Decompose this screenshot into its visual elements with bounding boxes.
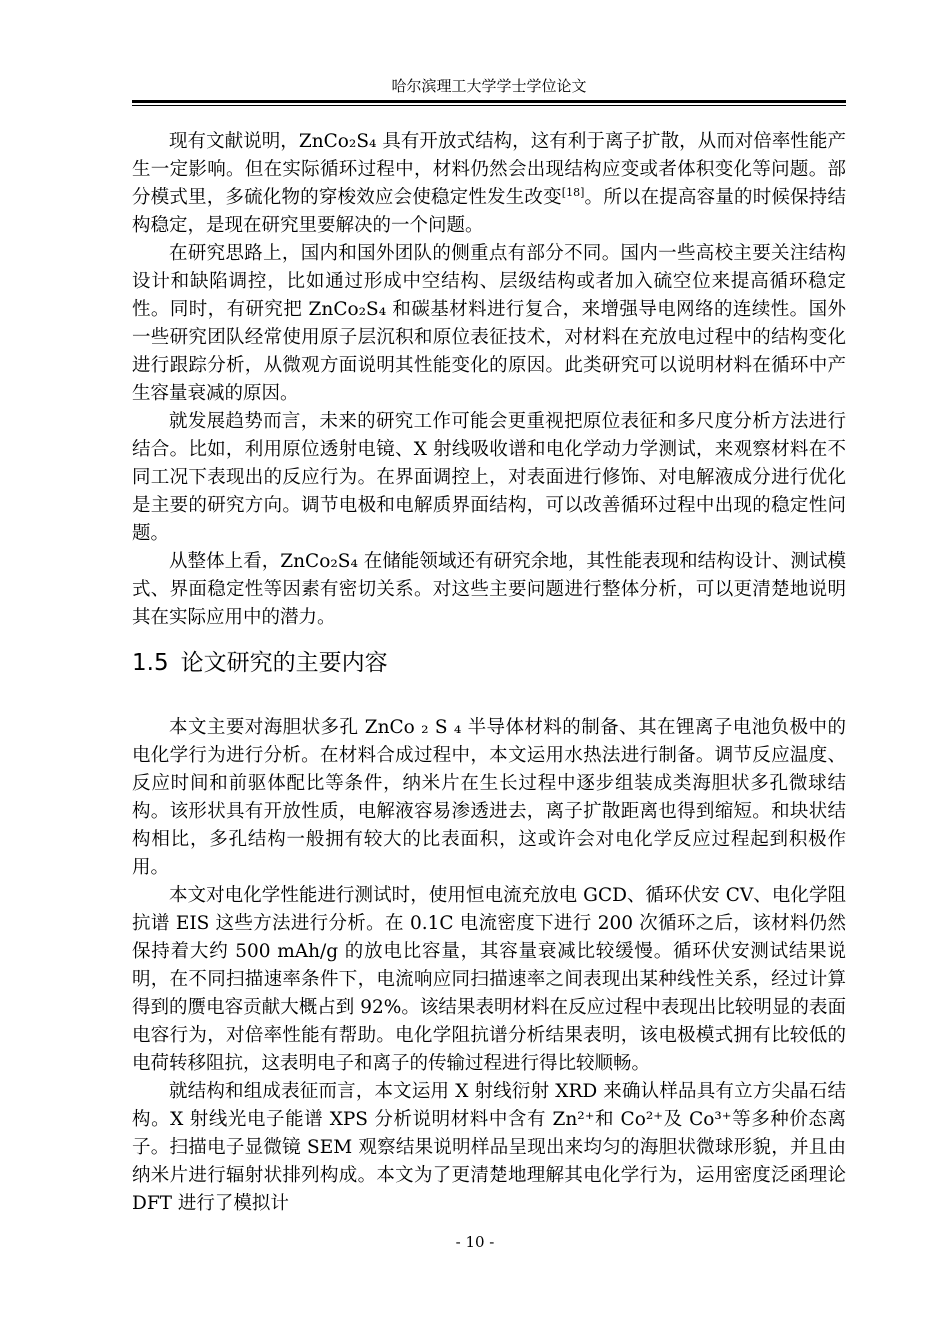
- paragraph-1: [132, 128, 846, 240]
- body-content: [132, 128, 846, 1218]
- paragraph-1-text-b: 。所以在提高容量的时候保持结构稳定，是现在研究里要解决的一个问题。: [132, 187, 846, 236]
- paragraph-5: 本文主要对海胆状多孔 ZnCo ₂ S ₄ 半导体材料的制备、其在锂离子电池负极中的电化学行为进行分析。在材料合成过程中，本文运用水热法进行制备。调节反应温度、反应时间和前驱体配比等条件，纳米片在生长过程中逐步组装成类海胆状多孔微球结构。该形状具有开放性质，电解液容易渗透进去，离子扩散距离也得到缩短。和块状结构相比，多孔结构一般拥有较大的比表面积，这或许会对电化学反应过程起到积极作用。: [132, 717, 846, 878]
- page-number: - 10 -: [455, 1233, 495, 1251]
- paragraph-1-text-a: 现有文献说明，ZnCo₂S₄ 具有开放式结构，这有利于离子扩散，从而对倍率性能产生一定影响。但在实际循环过程中，材料仍然会出现结构应变或者体积变化等问题。部分模式里，多硫化物的穿梭效应会使稳定性发生改变: [132, 131, 846, 208]
- paragraph-4: 从整体上看，ZnCo₂S₄ 在储能领域还有研究余地，其性能表现和结构设计、测试模式、界面稳定性等因素有密切关系。对这些主要问题进行整体分析，可以更清楚地说明其在实际应用中的潜力。: [132, 551, 846, 628]
- paragraph-6: 本文对电化学性能进行测试时，使用恒电流充放电 GCD、循环伏安 CV、电化学阻抗谱 EIS 这些方法进行分析。在 0.1C 电流密度下进行 200 次循环之后，该材料仍然保持着大约 500 mAh/g 的放电比容量，其容量衰减比较缓慢。循环伏安测试结果说明，在不同扫描速率条件下，电流响应同扫描速率之间表现出某种线性关系，经过计算得到的赝电容贡献大概占到 92%。该结果表明材料在反应过程中表现出比较明显的表面电容行为，对倍率性能有帮助。电化学阻抗谱分析结果表明，该电极模式拥有比较低的电荷转移阻抗，这表明电子和离子的传输过程进行得比较顺畅。: [132, 885, 846, 1074]
- header-rule-thin: [132, 105, 846, 106]
- paragraph-3: 就发展趋势而言，未来的研究工作可能会更重视把原位表征和多尺度分析方法进行结合。比如，利用原位透射电镜、X 射线吸收谱和电化学动力学测试，来观察材料在不同工况下表现出的反应行为。在界面调控上，对表面进行修饰、对电解液成分进行优化是主要的研究方向。调节电极和电解质界面结构，可以改善循环过程中出现的稳定性问题。: [132, 411, 846, 544]
- section-title: 论文研究的主要内容: [180, 650, 388, 676]
- paragraph-2: 在研究思路上，国内和国外团队的侧重点有部分不同。国内一些高校主要关注结构设计和缺陷调控，比如通过形成中空结构、层级结构或者加入硫空位来提高循环稳定性。同时，有研究把 ZnCo₂S₄ 和碳基材料进行复合，来增强导电网络的连续性。国外一些研究团队经常使用原子层沉积和原位表征技术，对材料在充放电过程中的结构变化进行跟踪分析，从微观方面说明其性能变化的原因。此类研究可以说明材料在循环中产生容量衰减的原因。: [132, 243, 846, 404]
- running-header: 哈尔滨理工大学学士学位论文: [391, 77, 587, 95]
- section-number: 1.5: [132, 650, 169, 676]
- section-heading: [132, 648, 846, 678]
- citation-18: [18]: [561, 186, 585, 199]
- header-rule-thick: [132, 100, 846, 103]
- paragraph-7: 就结构和组成表征而言，本文运用 X 射线衍射 XRD 来确认样品具有立方尖晶石结构。X 射线光电子能谱 XPS 分析说明材料中含有 Zn²⁺和 Co²⁺及 Co³⁺等多种价态离子。扫描电子显微镜 SEM 观察结果说明样品呈现出来均匀的海胆状微球形貌，并且由纳米片进行辐射状排列构成。本文为了更清楚地理解其电化学行为，运用密度泛函理论 DFT 进行了模拟计: [132, 1081, 846, 1214]
